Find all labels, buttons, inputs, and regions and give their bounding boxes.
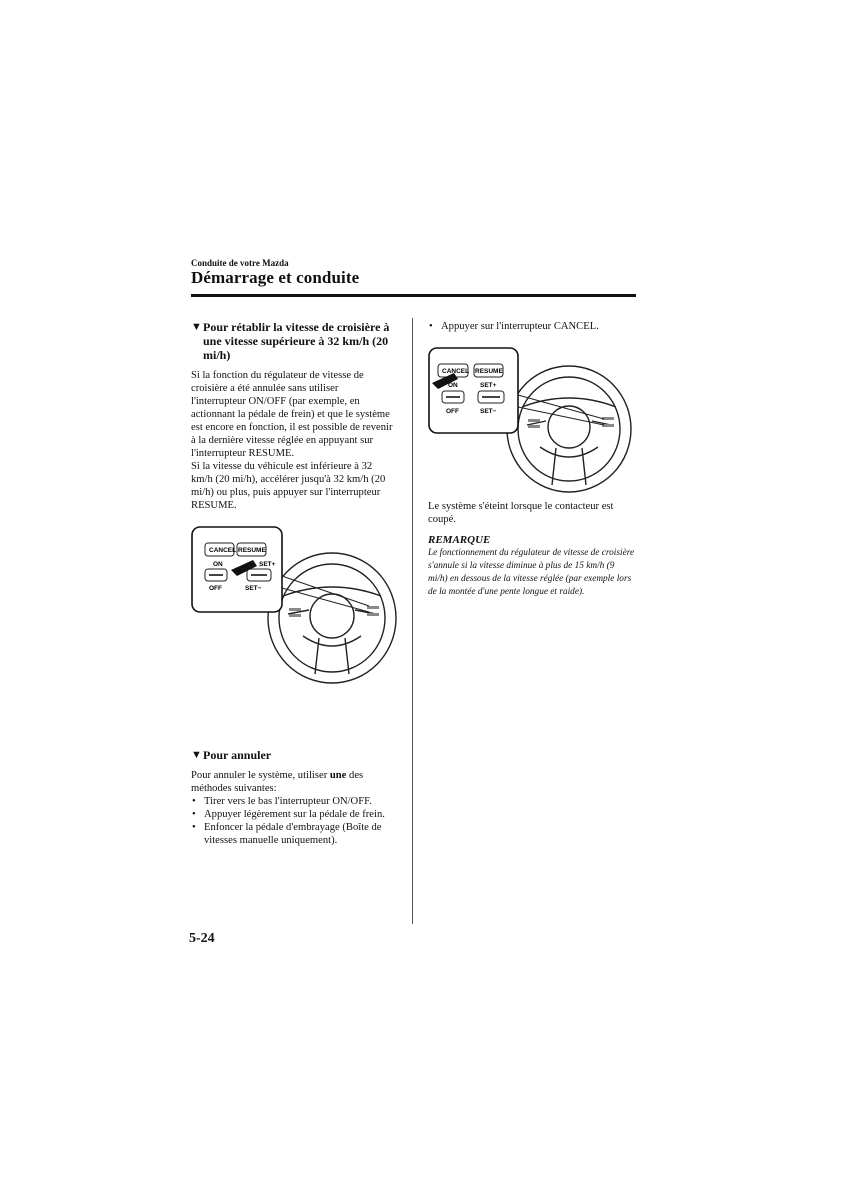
right-column — [428, 320, 636, 599]
heading-resume-speed — [191, 320, 395, 362]
set-minus-label: SET− — [480, 408, 497, 415]
paragraph-system-off: Le système s'éteint lorsque le contacteur est coupé. — [428, 501, 614, 525]
heading-text: Pour rétablir la vitesse de croisière à une vitesse supérieure à 32 km/h (20 mi/h) — [203, 320, 390, 362]
cancel-label: CANCEL — [442, 368, 470, 375]
steering-wheel-cancel-illustration — [428, 347, 638, 505]
heading-cancel — [191, 748, 395, 762]
left-column — [191, 320, 395, 847]
set-minus-label: SET− — [245, 585, 262, 592]
list-item — [191, 795, 395, 808]
paragraph-resume: Si la fonction du régulateur de vitesse de croisière a été annulée sans utiliser l'interrupteur ON/OFF (par exemple, en actionnant la pédale de frein) et que le système est encore en fonction, il est possible de revenir à la dernière vitesse réglée en appuyant sur l'interrupteur RESUME. — [191, 370, 393, 459]
illustration-cancel-switch — [428, 333, 636, 493]
list-item — [191, 808, 395, 821]
text-run-bold: une — [329, 770, 347, 781]
list-item-text: Tirer vers le bas l'interrupteur ON/OFF. — [204, 796, 372, 807]
set-plus-label: SET+ — [480, 382, 497, 389]
page-title: Démarrage et conduite — [191, 268, 360, 287]
on-label: ON — [213, 561, 223, 568]
text-run: Pour annuler le système, utiliser — [191, 770, 330, 781]
text-run: des méthodes suivantes: — [191, 770, 364, 794]
illustration-resume-switch — [191, 512, 395, 748]
off-label: OFF — [209, 585, 222, 592]
list-item-text: Enfoncer la pédale d'embrayage (Boîte de vitesses manuelle uniquement). — [204, 822, 382, 846]
heading-text: Pour annuler — [203, 748, 272, 762]
triangle-marker-icon: ▼ — [191, 321, 202, 333]
section-label: Conduite de votre Mazda — [191, 258, 289, 268]
cancel-label: CANCEL — [209, 547, 237, 554]
column-divider — [412, 318, 413, 924]
bullet-icon: • — [192, 796, 196, 807]
on-label: ON — [448, 382, 458, 389]
bullet-icon: • — [429, 321, 433, 332]
title-rule — [191, 294, 636, 297]
resume-label: RESUME — [238, 547, 266, 554]
off-label: OFF — [446, 408, 459, 415]
note-body: Le fonctionnement du régulateur de vitesse de croisière s'annule si la vitesse diminue à plus de 15 km/h (9 mi/h) en dessous de la vitesse réglée (par exemple lors de la montée d'une pente longue et raide). — [428, 548, 635, 597]
page-number: 5-24 — [189, 931, 215, 946]
list-item-text: Appuyer sur l'interrupteur CANCEL. — [441, 321, 599, 332]
triangle-marker-icon: ▼ — [191, 749, 202, 761]
set-plus-label: SET+ — [259, 561, 276, 568]
list-item-text: Appuyer légèrement sur la pédale de frein. — [204, 809, 385, 820]
steering-wheel-resume-illustration — [191, 526, 401, 686]
paragraph-cancel-methods — [191, 769, 395, 795]
list-item — [428, 320, 636, 333]
bullet-icon: • — [192, 809, 196, 820]
paragraph-low-speed: Si la vitesse du véhicule est inférieure à 32 km/h (20 mi/h), accélérer jusqu'à 32 km/h (20 mi/h) ou plus, puis appuyer sur l'interrupteur RESUME. — [191, 461, 386, 511]
note-title: REMARQUE — [428, 534, 491, 546]
list-item — [191, 821, 395, 847]
resume-label: RESUME — [475, 368, 503, 375]
bullet-icon: • — [192, 822, 196, 833]
